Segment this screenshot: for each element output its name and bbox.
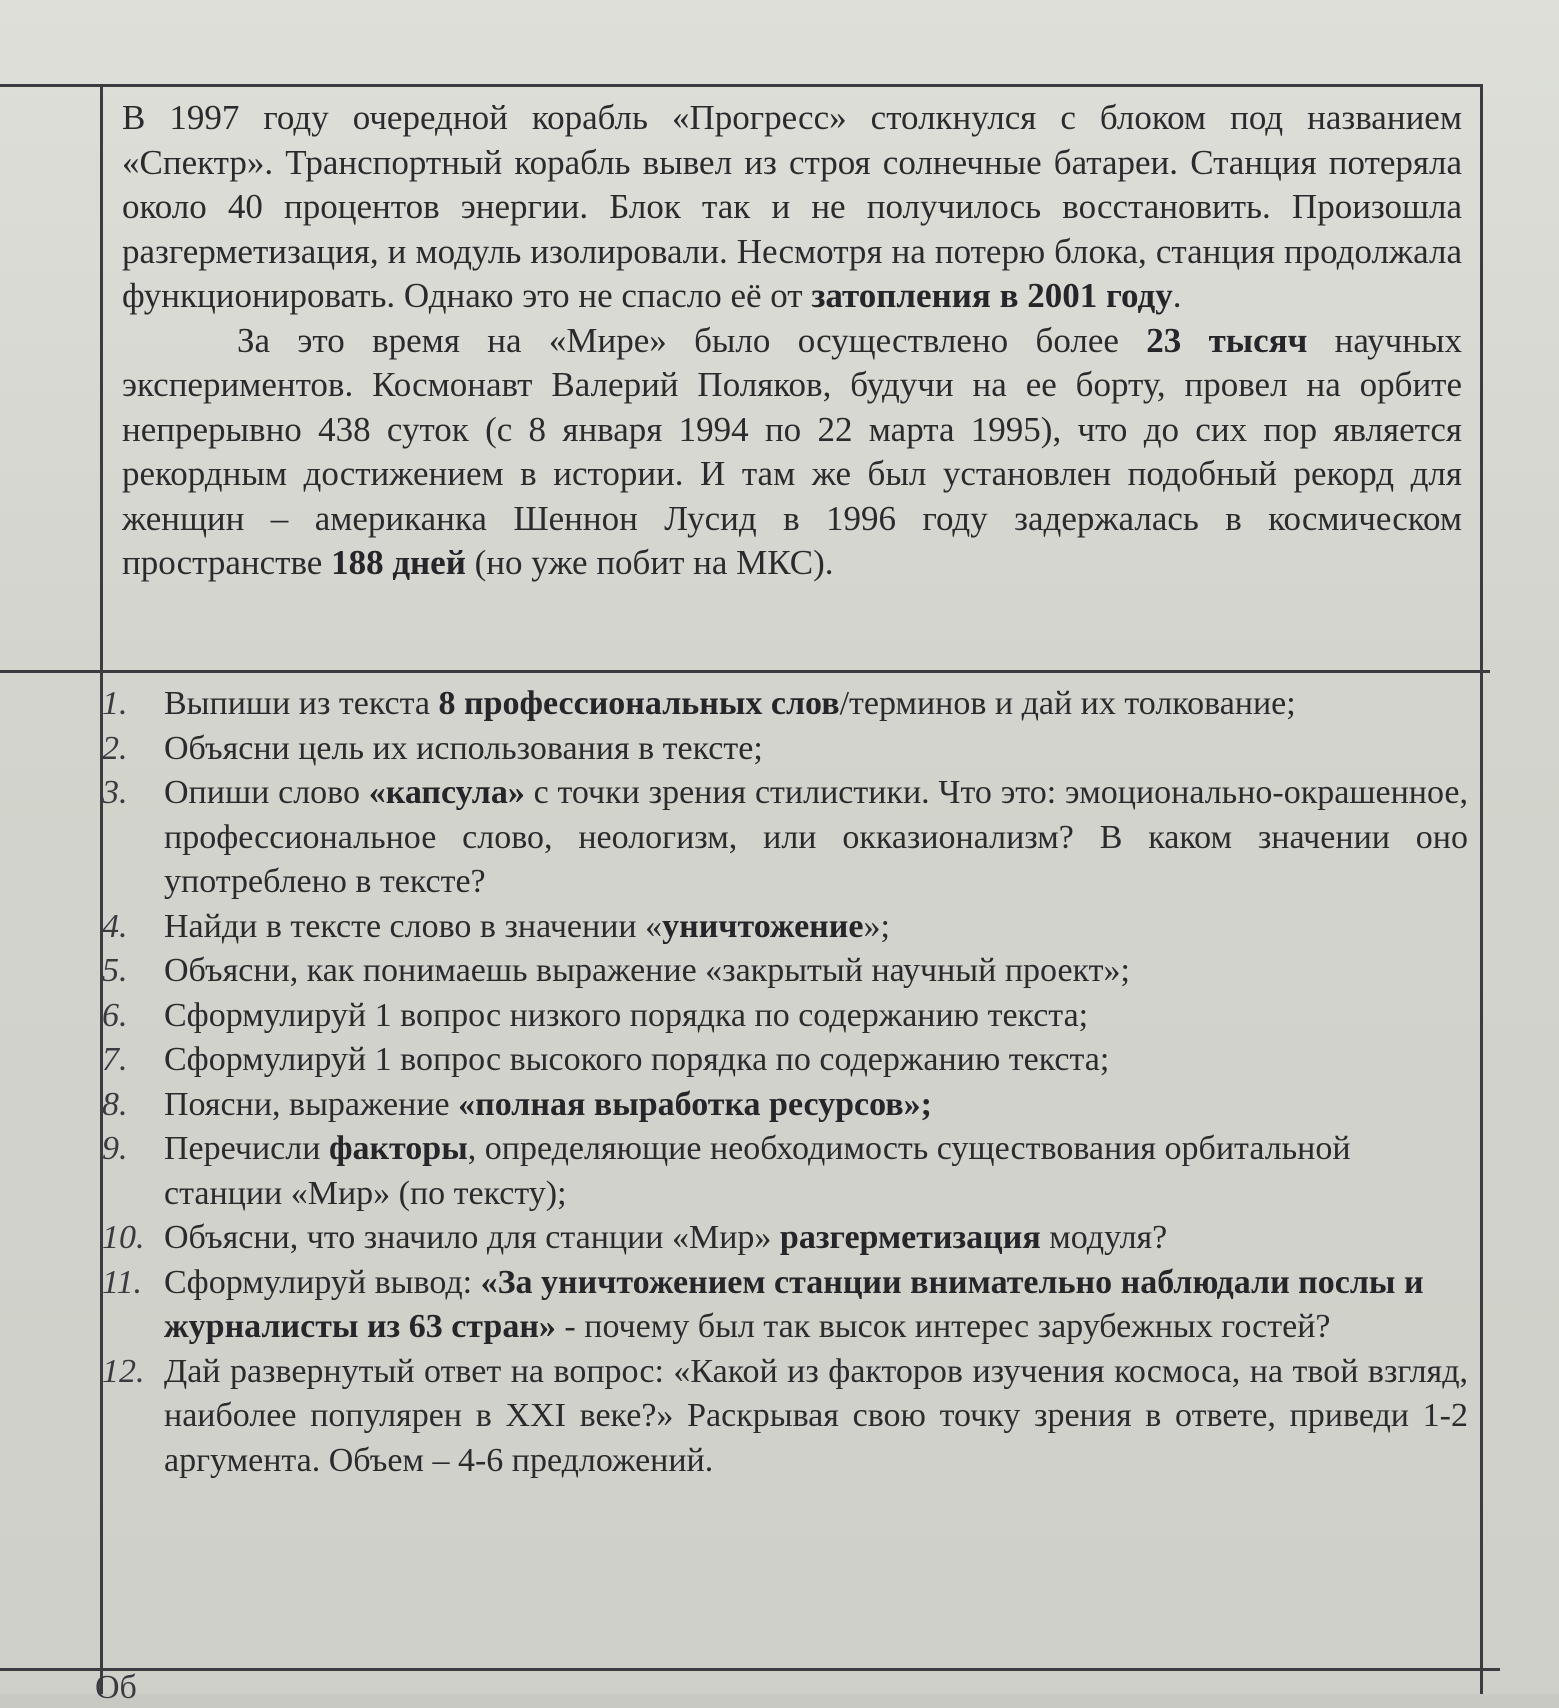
table-bottom-border bbox=[0, 1668, 1500, 1671]
task-text: Сформулируй 1 вопрос низкого порядка по содержанию текста; bbox=[164, 996, 1089, 1034]
task-item bbox=[102, 1350, 1468, 1484]
task-text: Выпиши из текста bbox=[164, 685, 439, 722]
task-text: с точки зрения стилистики. Что это: эмоционально-окрашенное, профессиональное слово, неологизм, или окказионализм? В каком значении оно употреблено в тексте? bbox=[164, 774, 1468, 900]
task-item bbox=[102, 905, 1468, 950]
cut-off-next-row-text: Об bbox=[95, 1669, 137, 1706]
task-item bbox=[102, 1216, 1468, 1261]
task-list bbox=[102, 682, 1468, 1483]
task-bold-text: 8 профессиональных слов bbox=[438, 685, 840, 722]
task-bold-text: «капсула» bbox=[368, 774, 525, 811]
task-number: 7. bbox=[102, 1041, 128, 1078]
task-bold-text: разгерметизация bbox=[779, 1219, 1041, 1256]
task-text: Поясни, выражение bbox=[164, 1085, 459, 1123]
task-item bbox=[102, 771, 1468, 905]
task-number: 8. bbox=[102, 1085, 128, 1123]
task-number: 10. bbox=[102, 1219, 145, 1256]
task-item bbox=[102, 1127, 1468, 1216]
passage-paragraph-1 bbox=[122, 96, 1462, 319]
task-text: Объясни цель их использования в тексте; bbox=[164, 729, 763, 767]
passage-bold-text: 23 тысяч bbox=[1146, 320, 1308, 360]
task-item bbox=[102, 682, 1468, 727]
task-text: /терминов и дай их толкование; bbox=[839, 685, 1296, 722]
task-item bbox=[102, 994, 1468, 1039]
task-text: Перечисли bbox=[164, 1130, 329, 1167]
task-text: модуля? bbox=[1040, 1219, 1168, 1256]
passage-text: За это время на «Мире» было осуществлено более bbox=[237, 320, 1147, 360]
table-right-border bbox=[1480, 84, 1483, 1694]
task-text: Дай развернутый ответ на вопрос: «Какой из факторов изучения космоса, на твой взгляд, наиболее популярен в XXI веке?» Раскрывая свою точку зрения в ответе, приведи 1-2 аргумента. Объем – 4-6 предложений. bbox=[164, 1352, 1468, 1479]
task-number: 12. bbox=[102, 1352, 145, 1390]
tasks-cell bbox=[102, 682, 1468, 1483]
task-number: 6. bbox=[102, 996, 128, 1034]
task-number: 9. bbox=[102, 1130, 128, 1167]
table-top-border bbox=[0, 84, 1480, 87]
task-text: Найди в тексте слово в значении « bbox=[164, 907, 663, 945]
task-text: - почему был так высок интерес зарубежных гостей? bbox=[555, 1308, 1331, 1345]
task-item bbox=[102, 727, 1468, 772]
task-number: 3. bbox=[102, 774, 128, 811]
task-text: Объясни, как понимаешь выражение «закрытый научный проект»; bbox=[164, 952, 1130, 989]
task-text: »; bbox=[863, 907, 890, 945]
task-item bbox=[102, 1261, 1468, 1350]
passage-bold-text: затопления в 2001 году bbox=[811, 276, 1173, 315]
task-number: 4. bbox=[102, 907, 128, 945]
task-bold-text: уничтожение bbox=[662, 907, 864, 945]
passage-text: . bbox=[1172, 276, 1182, 315]
task-text: Сформулируй вывод: bbox=[164, 1263, 481, 1301]
task-text: Сформулируй 1 вопрос высокого порядка по содержанию текста; bbox=[164, 1041, 1110, 1078]
table-row-divider bbox=[0, 670, 1490, 673]
passage-cell bbox=[122, 96, 1462, 586]
task-text: , определяющие необходимость существования орбитальной станции «Мир» (по тексту); bbox=[164, 1130, 1351, 1212]
task-item bbox=[102, 1038, 1468, 1083]
task-bold-text: «полная выработка ресурсов»; bbox=[458, 1085, 932, 1123]
passage-text: (но уже побит на МКС). bbox=[465, 543, 834, 582]
task-number: 5. bbox=[102, 952, 128, 989]
task-number: 2. bbox=[102, 729, 128, 767]
task-number: 1. bbox=[102, 685, 128, 722]
task-item bbox=[102, 949, 1468, 994]
passage-text: В 1997 году очередной корабль «Прогресс» столкнулся с блоком под названием «Спектр». Транспортный корабль вывел из строя солнечные батареи. Станция потеряла около 40 процентов энергии. Блок так и не получилось восстановить. Произошла разгерметизация, и модуль изолировали. Несмотря на потерю блока, станция продолжала функционировать. Однако это не спасло её от bbox=[122, 98, 1462, 315]
table-left-column-border bbox=[100, 84, 103, 1694]
task-text: Объясни, что значило для станции «Мир» bbox=[164, 1219, 780, 1256]
task-bold-text: «За уничтожением станции внимательно наблюдали послы и журналисты из 63 стран» bbox=[164, 1263, 1424, 1345]
passage-text: научных экспериментов. Космонавт Валерий Поляков, будучи на ее борту, провел на орбите непрерывно 438 суток (с 8 января 1994 по 22 марта 1995), что до сих пор является рекордным достижением в истории. И там же был установлен подобный рекорд для женщин – американка Шеннон Лусид в 1996 году задержалась в космическом пространстве bbox=[122, 320, 1462, 582]
task-text: Опиши слово bbox=[164, 774, 369, 811]
passage-bold-text: 188 дней bbox=[331, 543, 466, 582]
task-item bbox=[102, 1083, 1468, 1128]
passage-paragraph-2 bbox=[122, 319, 1462, 586]
task-number: 11. bbox=[102, 1263, 142, 1301]
task-bold-text: факторы bbox=[328, 1130, 468, 1167]
